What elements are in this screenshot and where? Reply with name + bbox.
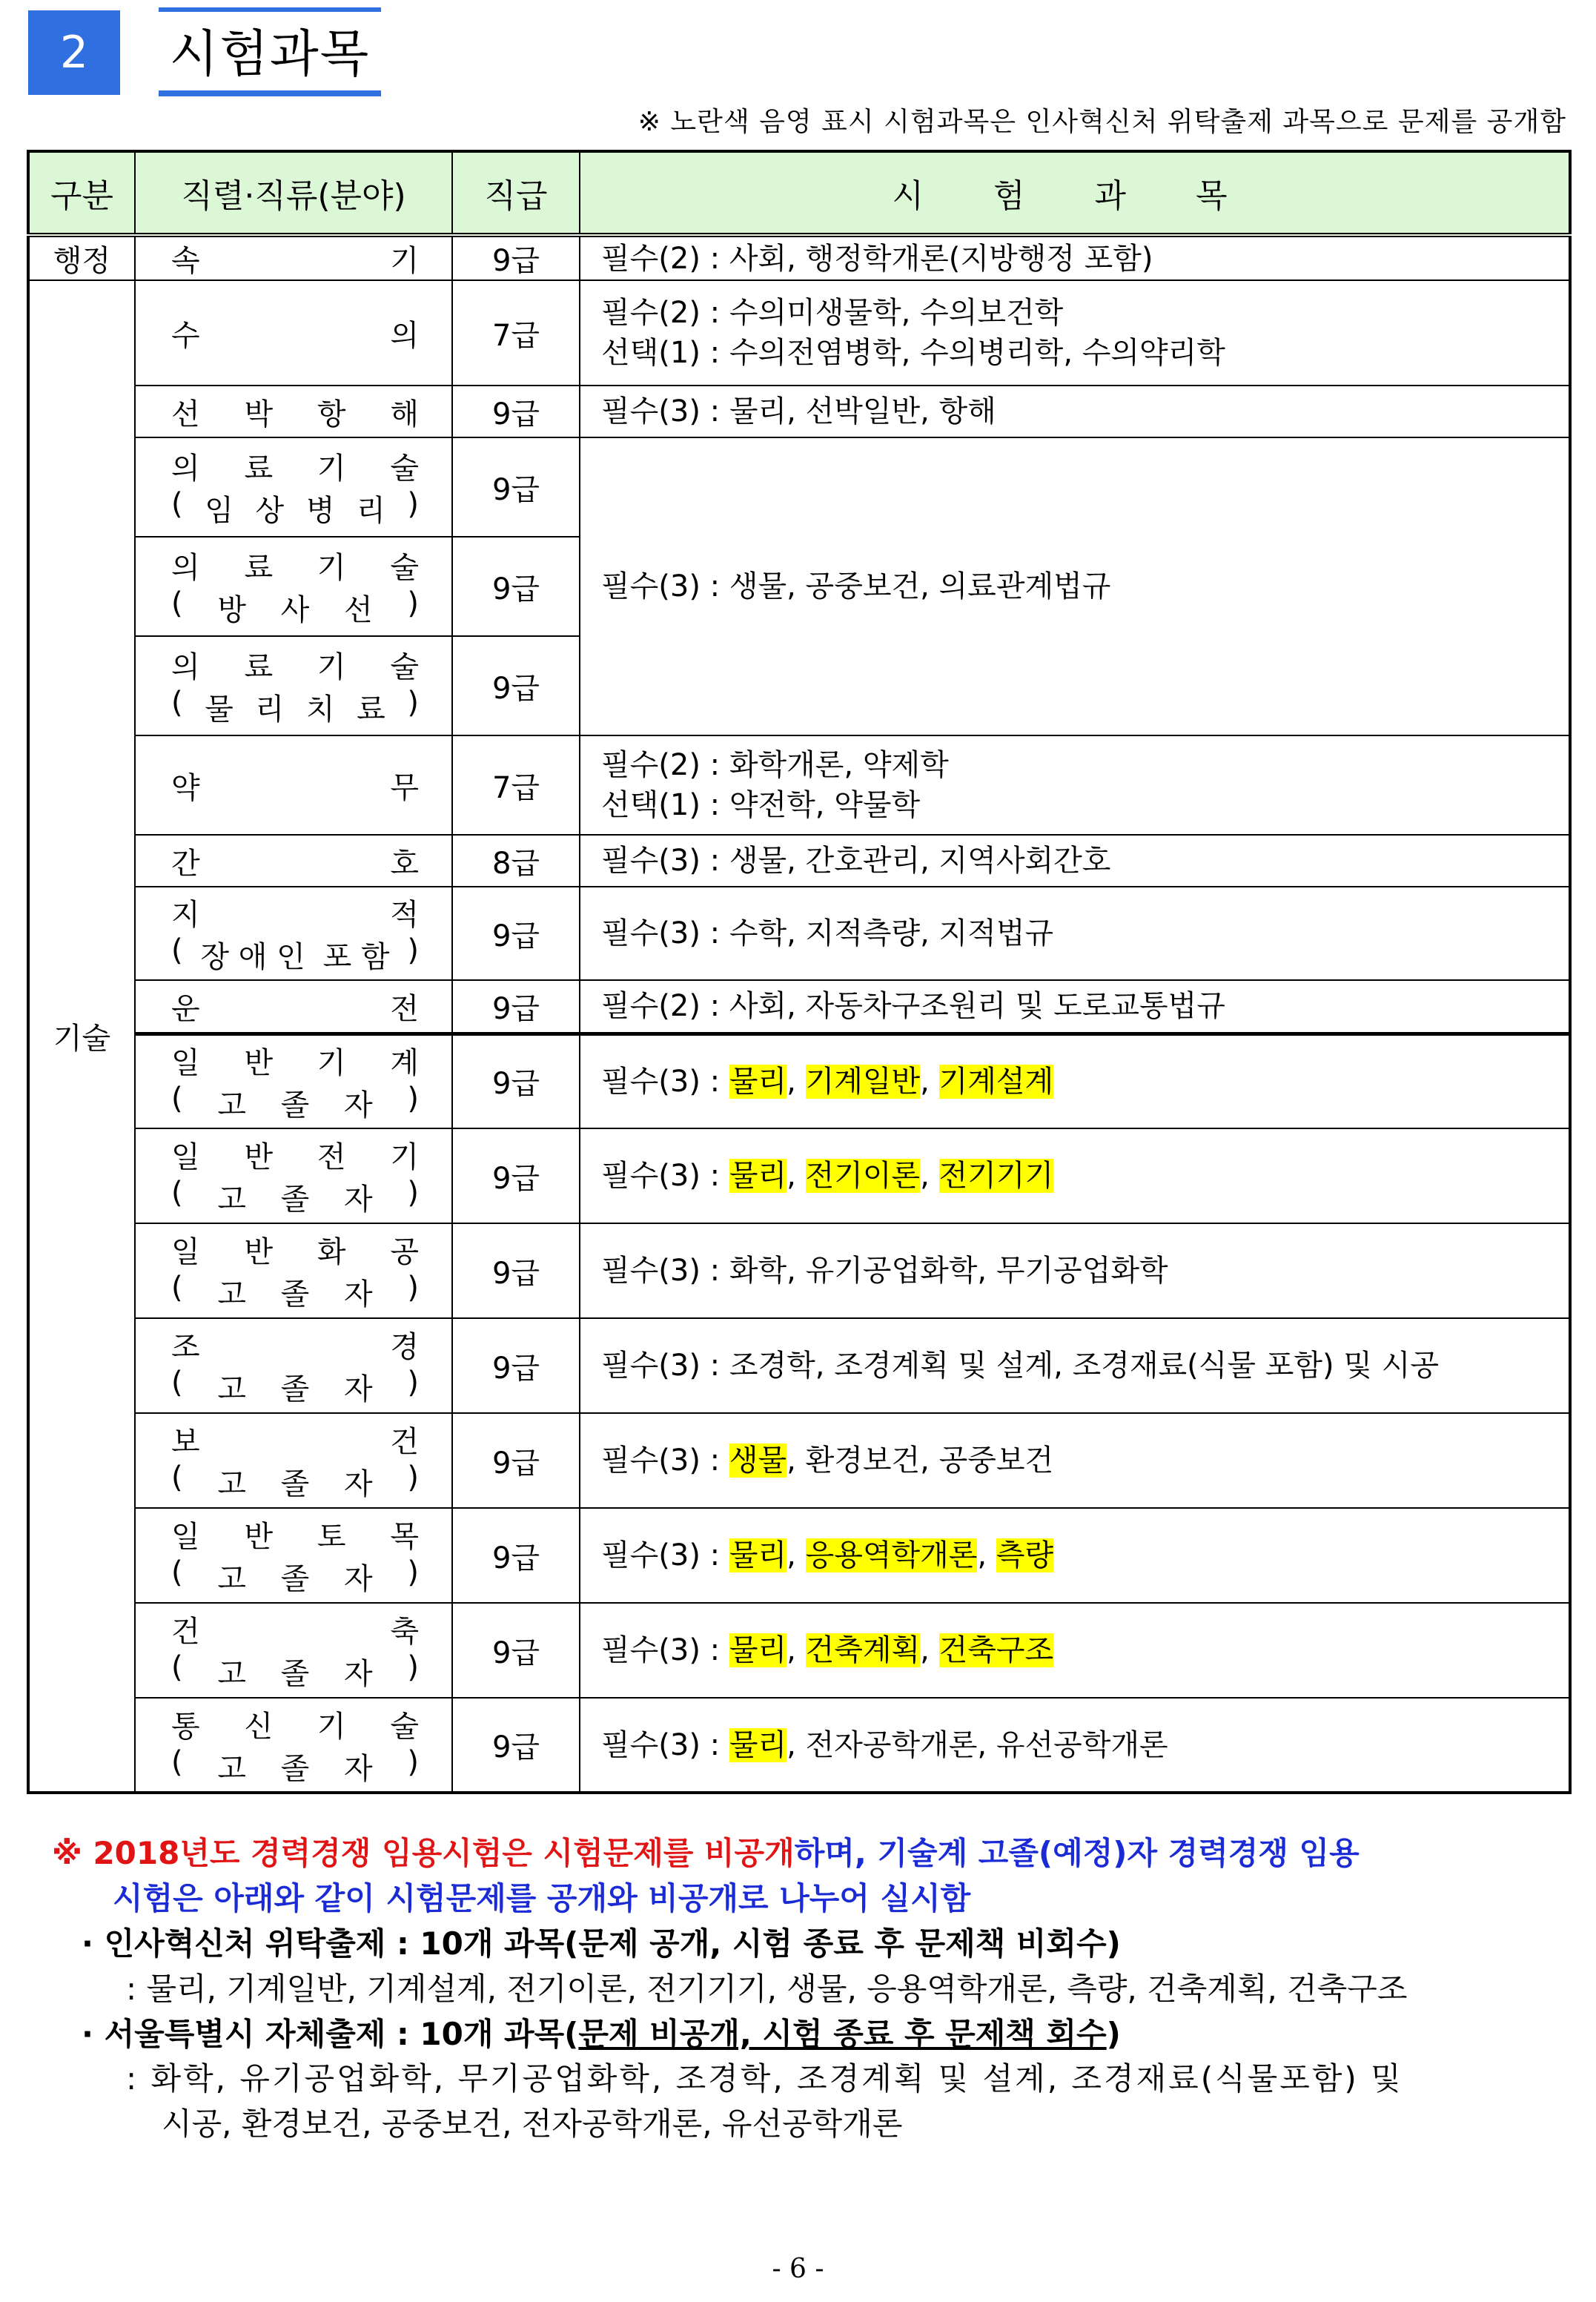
subject-separator: , xyxy=(787,1254,806,1288)
subjects-cell xyxy=(580,1223,1570,1318)
series-sub-char: ( xyxy=(171,586,183,621)
grade-cell: 9급 xyxy=(452,437,580,537)
table-row xyxy=(28,1128,1570,1223)
series-name-char: 속 xyxy=(171,244,200,278)
subjects-cell xyxy=(580,835,1570,887)
series-cell xyxy=(135,735,452,835)
grade-cell: 9급 xyxy=(452,1128,580,1223)
subjects-cell xyxy=(580,1603,1570,1698)
table-row xyxy=(28,835,1570,887)
series-cell xyxy=(135,1318,452,1413)
subjects-cell xyxy=(580,980,1570,1033)
note-item2-title xyxy=(52,2012,1564,2057)
series-name-char: 축 xyxy=(390,1615,419,1649)
series-sub-char: 졸 xyxy=(280,1467,310,1501)
series-name-char: 수 xyxy=(171,318,200,353)
series-cell xyxy=(135,386,452,437)
subject-item: 기계설계 xyxy=(938,1064,1054,1099)
note-mark: ※ xyxy=(52,1835,93,1871)
series-sub-char: ) xyxy=(407,1366,419,1400)
series-name-char: 계 xyxy=(390,1045,419,1080)
series-sub-char: 자 xyxy=(344,1751,373,1786)
subject-separator: , xyxy=(977,1727,996,1762)
note-item2-title-a: · 서울특별시 자체출제 : 10개 과목( xyxy=(82,2015,579,2052)
subject-line: 필수(3) : 물리, 선박일반, 항해 xyxy=(601,394,996,429)
series-name-char: 적 xyxy=(390,898,419,932)
subjects-cell xyxy=(580,1318,1570,1413)
table-row xyxy=(28,887,1570,980)
subject-item: 건축계획 xyxy=(805,1633,921,1667)
subject-separator: , xyxy=(815,1349,835,1383)
subject-item: 물리 xyxy=(729,1538,787,1572)
series-sub-char: 자 xyxy=(344,1088,373,1122)
subject-separator: , xyxy=(787,1538,806,1572)
series-sub-char: 졸 xyxy=(280,1088,310,1122)
series-sub-char: 장 애 인 xyxy=(200,940,305,974)
subject-line: 필수(2) : 화학개론, 약제학 xyxy=(601,748,949,782)
series-sub-char: 물 xyxy=(205,692,234,727)
grade-cell: 9급 xyxy=(452,235,580,280)
table-row xyxy=(28,1508,1570,1603)
series-name-char: 기 xyxy=(317,452,346,486)
series-name xyxy=(136,312,451,354)
subject-item: 응용역학개론 xyxy=(805,1538,978,1572)
series-name-char: 반 xyxy=(244,1520,274,1554)
series-cell xyxy=(135,636,452,735)
series-cell xyxy=(135,437,452,537)
series-sub-char: 임 xyxy=(205,494,234,528)
subject-separator: , xyxy=(920,1443,939,1478)
section-title: 시험과목 xyxy=(169,24,371,84)
subject-line: 필수(2) : 사회, 행정학개론(지방행정 포함) xyxy=(601,241,1153,276)
series-name-char: 의 xyxy=(390,318,419,353)
subjects-cell xyxy=(580,1128,1570,1223)
series-name-char: 기 xyxy=(390,1140,419,1174)
series-name xyxy=(136,840,451,882)
series-sub-char: 고 xyxy=(217,1467,246,1501)
table-row xyxy=(28,235,1570,280)
series-name-char: 기 xyxy=(317,1709,346,1744)
series-name-char: 술 xyxy=(390,551,419,585)
series-name xyxy=(136,1323,451,1366)
subject-prefix: 필수(3) : xyxy=(601,1254,729,1288)
section-title-rule-bottom xyxy=(159,90,381,96)
series-sub-char: ( xyxy=(171,1555,183,1590)
series-sub xyxy=(136,686,451,728)
series-name-char: 료 xyxy=(244,551,274,585)
series-sub-char: ( xyxy=(171,1366,183,1400)
table-row xyxy=(28,1413,1570,1508)
series-cell xyxy=(135,1033,452,1128)
series-cell xyxy=(135,1603,452,1698)
series-sub xyxy=(136,1366,451,1408)
grade-cell: 9급 xyxy=(452,980,580,1033)
subject-separator: , xyxy=(977,1254,996,1288)
subjects-cell xyxy=(580,1508,1570,1603)
page-number: - 6 - xyxy=(772,2254,824,2284)
subjects-cell xyxy=(580,235,1570,280)
series-sub-char: 고 xyxy=(217,1751,246,1786)
series-name xyxy=(136,1513,451,1555)
series-sub-char: 자 xyxy=(344,1183,373,1217)
subject-line: 선택(1) : 수의전염병학, 수의병리학, 수의약리학 xyxy=(601,336,1225,370)
series-name-char: 반 xyxy=(244,1235,274,1269)
header-series: 직렬·직류(분야) xyxy=(135,151,452,235)
subject-item: 조경계획 및 설계 xyxy=(834,1349,1054,1383)
series-sub-char: ) xyxy=(407,1081,419,1116)
series-sub xyxy=(136,487,451,529)
series-name-char: 술 xyxy=(390,1709,419,1744)
series-sub-char: ( xyxy=(171,686,183,720)
series-sub-char: ) xyxy=(407,686,419,720)
series-sub-char: 자 xyxy=(344,1562,373,1596)
series-name-char: 의 xyxy=(171,650,200,684)
grade-cell: 9급 xyxy=(452,1318,580,1413)
grade-cell: 9급 xyxy=(452,1413,580,1508)
subject-separator: , xyxy=(977,1538,996,1572)
subject-item: 유선공학개론 xyxy=(996,1727,1168,1762)
series-cell xyxy=(135,835,452,887)
series-sub-char: 고 xyxy=(217,1657,246,1691)
series-sub-char: 료 xyxy=(357,692,385,727)
grade-cell: 9급 xyxy=(452,1223,580,1318)
series-sub-char: 고 xyxy=(217,1562,246,1596)
table-row xyxy=(28,1698,1570,1793)
series-name-char: 건 xyxy=(171,1615,200,1649)
note-item2-list-1: : 화학, 유기공업화학, 무기공업화학, 조경학, 조경계획 및 설계, 조경재료(식물포함) 및 xyxy=(126,2060,1403,2097)
grade-cell: 8급 xyxy=(452,835,580,887)
series-name-char: 박 xyxy=(244,397,274,431)
subject-separator: , xyxy=(920,1064,939,1099)
subject-prefix: 필수(3) : xyxy=(601,1727,729,1762)
series-sub-char: ( xyxy=(171,1081,183,1116)
grade-cell: 7급 xyxy=(452,280,580,386)
series-name xyxy=(136,764,451,807)
series-name xyxy=(136,891,451,933)
series-sub-char: ( xyxy=(171,1271,183,1305)
series-name-char: 일 xyxy=(171,1235,200,1269)
subject-line: 필수(2) : 사회, 자동차구조원리 및 도로교통법규 xyxy=(601,989,1225,1024)
series-name-char: 기 xyxy=(317,551,346,585)
subject-prefix: 필수(3) : xyxy=(601,1633,729,1667)
table-row xyxy=(28,1603,1570,1698)
note-blue-text-1: 하며, 기술계 고졸(예정)자 경력경쟁 임용 xyxy=(794,1835,1360,1871)
series-name-char: 반 xyxy=(244,1140,274,1174)
subject-separator: , xyxy=(1053,1349,1073,1383)
table-row xyxy=(28,1318,1570,1413)
series-name-char: 호 xyxy=(390,846,419,881)
table-row xyxy=(28,1223,1570,1318)
series-name-char: 전 xyxy=(390,991,419,1026)
series-cell xyxy=(135,537,452,636)
subject-line: 필수(3) : 생물, 간호관리, 지역사회간호 xyxy=(601,844,1111,878)
series-sub-char: ( xyxy=(171,1744,183,1779)
series-name-char: 술 xyxy=(390,650,419,684)
series-name-char: 지 xyxy=(171,898,200,932)
series-sub-char: ( xyxy=(171,1461,183,1495)
subjects-cell xyxy=(580,1698,1570,1793)
header-grade: 직급 xyxy=(452,151,580,235)
note-item1-list: : 물리, 기계일반, 기계설계, 전기이론, 전기기기, 생물, 응용역학개론, 측량, 건축계획, 건축구조 xyxy=(126,1970,1408,2007)
notes-line-1 xyxy=(52,1831,1564,1876)
subject-item: 생물 xyxy=(729,1443,787,1478)
series-sub-char: 치 xyxy=(305,692,335,727)
series-cell xyxy=(135,280,452,386)
grade-cell: 9급 xyxy=(452,1508,580,1603)
series-sub-char: 자 xyxy=(344,1467,373,1501)
note-blue-text-2: 시험은 아래와 같이 시험문제를 공개와 비공개로 나누어 실시함 xyxy=(113,1879,971,1916)
subject-item: 물리 xyxy=(729,1633,787,1667)
series-cell xyxy=(135,1128,452,1223)
series-cell xyxy=(135,980,452,1033)
series-sub-char: 병 xyxy=(305,494,335,528)
table-row xyxy=(28,1033,1570,1128)
series-sub xyxy=(136,933,451,976)
series-name-char: 신 xyxy=(244,1709,274,1744)
series-name xyxy=(136,644,451,686)
grade-cell: 7급 xyxy=(452,735,580,835)
series-name-char: 료 xyxy=(244,452,274,486)
subject-item: 물리 xyxy=(729,1727,787,1762)
series-sub-char: ) xyxy=(407,1271,419,1305)
exam-subjects-table xyxy=(27,150,1572,1794)
grade-cell: 9급 xyxy=(452,386,580,437)
subject-item: 전기기기 xyxy=(938,1159,1054,1193)
table-row xyxy=(28,980,1570,1033)
subject-item: 물리 xyxy=(729,1064,787,1099)
series-sub-char: 자 xyxy=(344,1657,373,1691)
subjects-cell xyxy=(580,735,1570,835)
series-sub-char: 졸 xyxy=(280,1183,310,1217)
note-item2-title-c: ) xyxy=(1106,2015,1121,2052)
series-name xyxy=(136,544,451,586)
subject-separator: , xyxy=(787,1159,806,1193)
subject-item: 전기이론 xyxy=(805,1159,921,1193)
grade-cell: 9급 xyxy=(452,887,580,980)
series-cell xyxy=(135,1223,452,1318)
series-sub xyxy=(136,1461,451,1503)
series-name xyxy=(136,985,451,1028)
series-sub-char: 고 xyxy=(217,1277,246,1312)
subject-separator: , xyxy=(787,1064,806,1099)
series-sub-char: ) xyxy=(407,1461,419,1495)
series-name-char: 술 xyxy=(390,452,419,486)
subject-item: 공중보건 xyxy=(938,1443,1054,1478)
series-sub-char: 졸 xyxy=(280,1372,310,1406)
series-sub-char: 졸 xyxy=(280,1277,310,1312)
table-row xyxy=(28,437,1570,537)
series-sub-char: ) xyxy=(407,1176,419,1210)
series-name-char: 화 xyxy=(317,1235,346,1269)
series-sub-char: 고 xyxy=(217,1183,246,1217)
series-name-char: 목 xyxy=(390,1520,419,1554)
subject-separator: , xyxy=(920,1159,939,1193)
subject-prefix: 필수(3) : xyxy=(601,1159,729,1193)
series-sub xyxy=(136,1745,451,1787)
series-name xyxy=(136,1703,451,1745)
series-name-char: 토 xyxy=(317,1520,346,1554)
subjects-cell xyxy=(580,1413,1570,1508)
table-row xyxy=(28,386,1570,437)
note-red-text: 2018년도 경력경쟁 임용시험은 시험문제를 비공개 xyxy=(93,1835,795,1871)
series-name xyxy=(136,1228,451,1271)
subject-item: 조경재료(식물 포함) 및 시공 xyxy=(1072,1349,1439,1383)
subject-item: 조경학 xyxy=(729,1349,815,1383)
highlight-note: ※ 노란색 음영 표시 시험과목은 인사혁신처 위탁출제 과목으로 문제를 공개함 xyxy=(638,107,1566,137)
series-cell xyxy=(135,1698,452,1793)
series-name-char: 일 xyxy=(171,1140,200,1174)
series-sub-char: ) xyxy=(407,487,419,521)
series-sub-char: 고 xyxy=(217,1372,246,1406)
series-name-char: 간 xyxy=(171,846,200,881)
series-sub-char: 선 xyxy=(344,593,373,627)
series-name-char: 선 xyxy=(171,397,200,431)
series-sub xyxy=(136,1082,451,1124)
subject-item: 유기공업화학 xyxy=(805,1254,978,1288)
series-sub-char: ( xyxy=(171,1176,183,1210)
subject-item: 전자공학개론 xyxy=(805,1727,978,1762)
series-name-char: 건 xyxy=(390,1425,419,1459)
series-name-char: 보 xyxy=(171,1425,200,1459)
subjects-cell xyxy=(580,280,1570,386)
subject-prefix: 필수(3) : xyxy=(601,1064,729,1099)
series-name-char: 항 xyxy=(317,397,346,431)
series-name-char: 운 xyxy=(171,991,200,1026)
series-sub-char: 자 xyxy=(344,1277,373,1312)
series-name-char: 무 xyxy=(390,770,419,805)
subject-item: 화학 xyxy=(729,1254,787,1288)
series-name-char: 전 xyxy=(317,1140,346,1174)
series-name-char: 반 xyxy=(244,1045,274,1080)
series-sub xyxy=(136,1555,451,1598)
series-sub-char: ) xyxy=(407,933,419,968)
subject-prefix: 필수(3) : xyxy=(601,1349,729,1383)
series-name-char: 통 xyxy=(171,1709,200,1744)
series-cell xyxy=(135,887,452,980)
series-cell xyxy=(135,1508,452,1603)
series-name-char: 기 xyxy=(390,244,419,278)
subject-prefix: 필수(3) : xyxy=(601,1538,729,1572)
table-header-row xyxy=(28,151,1570,235)
series-name-char: 경 xyxy=(390,1330,419,1364)
grade-cell: 9급 xyxy=(452,1603,580,1698)
series-sub-char: 방 xyxy=(217,593,246,627)
subject-line: 필수(3) : 수학, 지적측량, 지적법규 xyxy=(601,916,1054,950)
series-sub-char: ) xyxy=(407,1555,419,1590)
series-sub xyxy=(136,1650,451,1693)
series-name-char: 의 xyxy=(171,551,200,585)
series-name-char: 약 xyxy=(171,770,200,805)
series-name-char: 료 xyxy=(244,650,274,684)
header-subjects: 시 험 과 목 xyxy=(580,151,1570,235)
series-name xyxy=(136,1039,451,1082)
notes-block xyxy=(52,1831,1564,2147)
grade-cell: 9급 xyxy=(452,636,580,735)
series-name-char: 조 xyxy=(171,1330,200,1364)
series-sub-char: ( xyxy=(171,933,183,968)
series-sub-char: 자 xyxy=(344,1372,373,1406)
series-name-char: 일 xyxy=(171,1045,200,1080)
subject-item: 무기공업화학 xyxy=(996,1254,1168,1288)
series-sub-char: 사 xyxy=(280,593,310,627)
note-item1-title: · 인사혁신처 위탁출제 : 10개 과목(문제 공개, 시험 종료 후 문제책 비회수) xyxy=(82,1925,1121,1962)
series-sub-char: 리 xyxy=(357,494,385,528)
series-name xyxy=(136,1418,451,1461)
series-sub-char: ( xyxy=(171,487,183,521)
grade-cell: 9급 xyxy=(452,1033,580,1128)
series-name xyxy=(136,1134,451,1176)
series-name-char: 기 xyxy=(317,1045,346,1080)
series-sub xyxy=(136,586,451,629)
subject-separator: , xyxy=(787,1727,806,1762)
category-tech: 기술 xyxy=(28,280,135,1793)
series-name xyxy=(136,391,451,433)
note-item2-title-b: 문제 비공개, 시험 종료 후 문제책 회수 xyxy=(578,2015,1107,2052)
grade-cell: 9급 xyxy=(452,1698,580,1793)
category-admin: 행정 xyxy=(28,235,135,280)
subject-separator: , xyxy=(920,1633,939,1667)
series-name-char: 기 xyxy=(317,650,346,684)
note-item2-list-2: 시공, 환경보건, 공중보건, 전자공학개론, 유선공학개론 xyxy=(162,2106,903,2143)
series-name xyxy=(136,1608,451,1650)
series-name-char: 의 xyxy=(171,452,200,486)
subjects-cell xyxy=(580,887,1570,980)
series-sub-char: ) xyxy=(407,586,419,621)
subject-item: 측량 xyxy=(996,1538,1054,1572)
series-cell xyxy=(135,1413,452,1508)
subject-item: 건축구조 xyxy=(938,1633,1054,1667)
series-name-char: 일 xyxy=(171,1520,200,1554)
series-sub-char: 졸 xyxy=(280,1562,310,1596)
series-sub-char: 졸 xyxy=(280,1657,310,1691)
series-sub-char: 리 xyxy=(255,692,285,727)
series-sub-char: ) xyxy=(407,1650,419,1684)
subjects-cell xyxy=(580,386,1570,437)
series-name xyxy=(136,237,451,280)
series-name-char: 공 xyxy=(390,1235,419,1269)
series-sub-char: 고 xyxy=(217,1088,246,1122)
subjects-cell xyxy=(580,1033,1570,1128)
section-number: 2 xyxy=(28,10,120,95)
subject-prefix: 필수(3) : xyxy=(601,1443,729,1478)
series-name xyxy=(136,445,451,487)
series-sub-char: ( xyxy=(171,1650,183,1684)
series-sub-char: 졸 xyxy=(280,1751,310,1786)
series-sub xyxy=(136,1176,451,1218)
table-row xyxy=(28,280,1570,386)
series-sub xyxy=(136,1271,451,1313)
series-cell xyxy=(135,235,452,280)
header-category: 구분 xyxy=(28,151,135,235)
series-sub-char: 포 함 xyxy=(322,940,390,974)
grade-cell: 9급 xyxy=(452,537,580,636)
series-sub-char: ) xyxy=(407,1744,419,1779)
table-row xyxy=(28,735,1570,835)
subject-item: 환경보건 xyxy=(805,1443,921,1478)
subjects-cell: 필수(3) : 생물, 공중보건, 의료관계법규 xyxy=(580,437,1570,735)
subject-line: 필수(2) : 수의미생물학, 수의보건학 xyxy=(601,296,1064,330)
subject-line: 선택(1) : 약전학, 약물학 xyxy=(601,788,921,822)
series-sub-char: 상 xyxy=(255,494,285,528)
subject-item: 기계일반 xyxy=(805,1064,921,1099)
subject-item: 물리 xyxy=(729,1159,787,1193)
subject-separator: , xyxy=(787,1443,806,1478)
subject-separator: , xyxy=(787,1633,806,1667)
series-name-char: 해 xyxy=(390,397,419,431)
